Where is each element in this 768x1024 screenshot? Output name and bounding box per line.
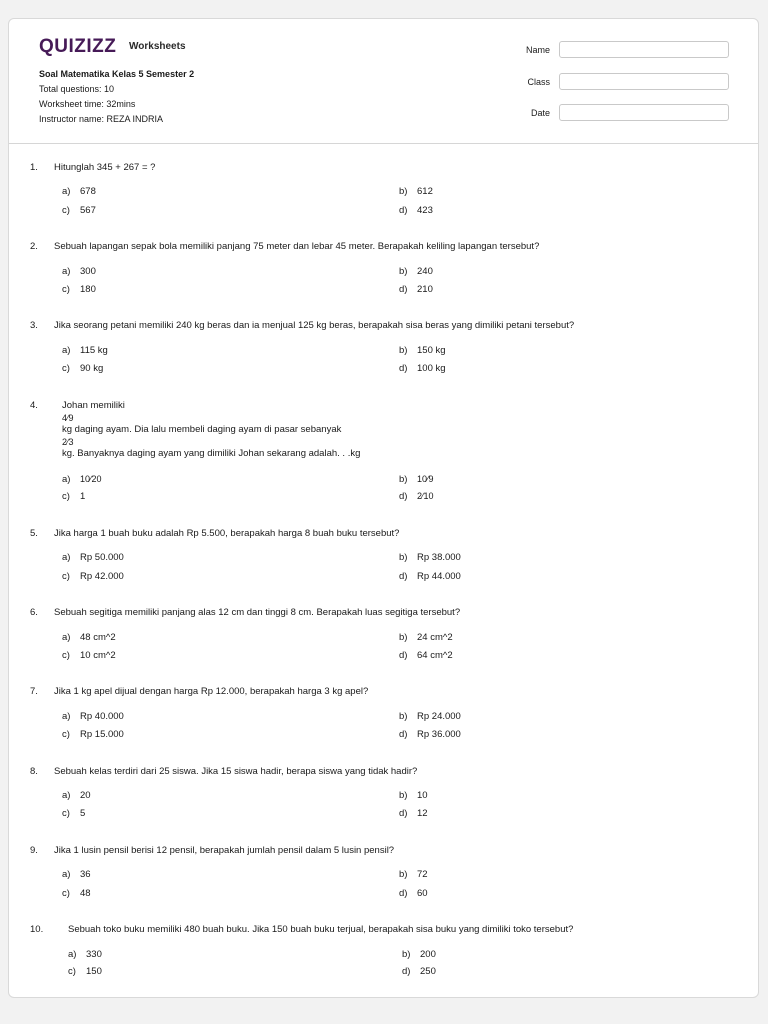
option-text: 567 [80, 205, 96, 216]
option-text: 150 kg [417, 345, 446, 356]
question-number: 4. [30, 400, 38, 411]
question-text: Jika 1 kg apel dijual dengan harga Rp 12.000, berapakah harga 3 kg apel? [54, 686, 369, 697]
option-text: 423 [417, 205, 433, 216]
option-c[interactable] [62, 284, 96, 295]
option-label: a) [68, 949, 77, 960]
option-label: b) [399, 266, 408, 277]
option-label: c) [68, 966, 76, 977]
option-label: c) [62, 571, 70, 582]
option-c[interactable] [62, 808, 85, 819]
option-c[interactable] [62, 888, 91, 899]
option-a[interactable] [62, 266, 96, 277]
option-c[interactable] [62, 363, 103, 374]
option-label: b) [399, 552, 408, 563]
worksheet-header [9, 19, 758, 144]
option-label: a) [62, 474, 71, 485]
option-text: 90 kg [80, 363, 104, 374]
option-label: b) [399, 474, 408, 485]
option-d[interactable] [399, 363, 446, 374]
option-label: b) [399, 632, 408, 643]
worksheet-time: Worksheet time: 32mins [39, 99, 136, 109]
class-label: Class [527, 77, 550, 87]
option-text: Rp 24.000 [417, 711, 461, 722]
option-label: d) [399, 888, 408, 899]
option-label: b) [399, 711, 408, 722]
option-label: a) [62, 632, 71, 643]
option-label: c) [62, 729, 70, 740]
option-text: 10⁄20 [80, 474, 102, 484]
option-label: d) [402, 966, 411, 977]
option-b[interactable] [399, 552, 461, 563]
worksheet-title: Soal Matematika Kelas 5 Semester 2 [39, 69, 195, 79]
option-text: 330 [86, 949, 102, 960]
question-text: Sebuah toko buku memiliki 480 buah buku. Jika 150 buah buku terjual, berapakah sisa buku yang dimiliki toko tersebut? [68, 924, 574, 935]
option-label: d) [399, 729, 408, 740]
option-text: Rp 40.000 [80, 711, 124, 722]
option-text: 210 [417, 284, 433, 295]
question-number: 10. [30, 924, 44, 935]
option-text: 240 [417, 266, 433, 277]
option-b[interactable] [399, 711, 461, 722]
question-text-line: kg daging ayam. Dia lalu membeli daging ayam di pasar sebanyak [62, 424, 342, 435]
option-label: b) [399, 790, 408, 801]
option-d[interactable] [399, 808, 428, 819]
question-text: Sebuah kelas terdiri dari 25 siswa. Jika 15 siswa hadir, berapa siswa yang tidak hadir? [54, 766, 418, 777]
question-number: 1. [30, 162, 38, 173]
option-d[interactable] [399, 284, 433, 295]
question-text: Sebuah segitiga memiliki panjang alas 12 cm dan tinggi 8 cm. Berapakah luas segitiga tersebut? [54, 607, 461, 618]
option-d[interactable] [402, 966, 436, 977]
option-text: 300 [80, 266, 96, 277]
option-label: b) [399, 345, 408, 356]
option-text: 200 [420, 949, 436, 960]
name-field[interactable] [559, 41, 729, 58]
option-b[interactable] [399, 632, 453, 643]
option-d[interactable] [399, 571, 461, 582]
question-text: Jika seorang petani memiliki 240 kg beras dan ia menjual 125 kg beras, berapakah sisa beras yang dimiliki petani tersebut? [54, 320, 575, 331]
option-a[interactable] [62, 186, 96, 197]
class-field[interactable] [559, 73, 729, 90]
total-questions: Total questions: 10 [39, 84, 115, 94]
option-text: 64 cm^2 [417, 650, 453, 661]
option-text: 10⁄9 [417, 474, 434, 484]
option-label: a) [62, 869, 71, 880]
option-b[interactable] [402, 949, 436, 960]
option-a[interactable] [62, 790, 91, 801]
option-label: a) [62, 186, 71, 197]
quizizz-logo: QUIZIZZ [39, 36, 117, 57]
date-label: Date [530, 108, 550, 118]
option-b[interactable] [399, 790, 428, 801]
fraction-two-thirds: 2⁄3 [62, 437, 74, 447]
option-label: b) [399, 869, 408, 880]
option-text: 72 [417, 869, 428, 880]
option-text: 100 kg [417, 363, 446, 374]
option-text: 48 cm^2 [80, 632, 116, 643]
question-text: Sebuah lapangan sepak bola memiliki panjang 75 meter dan lebar 45 meter. Berapakah keliling lapangan tersebut? [54, 241, 540, 252]
question-text-line: kg. Banyaknya daging ayam yang dimiliki Johan sekarang adalah. . .kg [62, 448, 361, 459]
option-label: c) [62, 363, 70, 374]
option-text: 20 [80, 790, 91, 801]
option-text: 10 [417, 790, 428, 801]
fraction-four-ninths: 4⁄9 [62, 413, 74, 423]
option-text: 5 [80, 808, 86, 819]
option-c[interactable] [62, 729, 124, 740]
question-text-line: Johan memiliki [62, 400, 125, 411]
option-b[interactable] [399, 266, 433, 277]
option-a[interactable] [62, 711, 124, 722]
instructor-name: Instructor name: REZA INDRIA [39, 114, 164, 124]
date-field[interactable] [559, 104, 729, 121]
option-text: 2⁄10 [417, 491, 434, 501]
option-b[interactable] [399, 345, 446, 356]
option-text: 1 [80, 491, 86, 502]
option-label: c) [62, 284, 70, 295]
option-text: 678 [80, 186, 96, 197]
option-text: Rp 36.000 [417, 729, 461, 740]
question-number: 2. [30, 241, 38, 252]
option-a[interactable] [62, 552, 124, 563]
option-a[interactable] [62, 869, 91, 880]
option-text: 612 [417, 186, 433, 197]
option-text: 36 [80, 869, 91, 880]
question-number: 3. [30, 320, 38, 331]
option-label: d) [399, 491, 408, 502]
name-label: Name [525, 45, 550, 55]
option-text: 60 [417, 888, 428, 899]
option-text: Rp 42.000 [80, 571, 124, 582]
option-a[interactable] [62, 632, 116, 643]
option-text: 180 [80, 284, 96, 295]
option-text: 250 [420, 966, 436, 977]
option-text: 24 cm^2 [417, 632, 453, 643]
option-a[interactable] [62, 345, 108, 356]
option-b[interactable] [399, 186, 433, 197]
option-c[interactable] [68, 966, 102, 977]
question-number: 7. [30, 686, 38, 697]
option-c[interactable] [62, 491, 85, 502]
question-number: 6. [30, 607, 38, 618]
option-label: b) [402, 949, 411, 960]
option-text: 10 cm^2 [80, 650, 116, 661]
option-b[interactable] [399, 474, 434, 485]
option-text: Rp 38.000 [417, 552, 461, 563]
question-number: 5. [30, 528, 38, 539]
option-label: a) [62, 790, 71, 801]
question-text: Hitunglah 345 + 267 = ? [54, 162, 156, 173]
option-text: Rp 50.000 [80, 552, 124, 563]
option-label: d) [399, 205, 408, 216]
question-text: Jika 1 lusin pensil berisi 12 pensil, berapakah jumlah pensil dalam 5 lusin pensil? [54, 845, 395, 856]
question-text: Jika harga 1 buah buku adalah Rp 5.500, berapakah harga 8 buah buku tersebut? [54, 528, 400, 539]
option-text: Rp 15.000 [80, 729, 124, 740]
option-c[interactable] [62, 650, 116, 661]
option-label: d) [399, 363, 408, 374]
option-b[interactable] [399, 869, 428, 880]
option-label: c) [62, 650, 70, 661]
option-label: c) [62, 888, 70, 899]
question-number: 9. [30, 845, 38, 856]
option-c[interactable] [62, 205, 96, 216]
option-label: d) [399, 571, 408, 582]
option-label: c) [62, 205, 70, 216]
option-label: d) [399, 650, 408, 661]
option-text: 48 [80, 888, 91, 899]
option-d[interactable] [399, 491, 434, 502]
option-label: a) [62, 266, 71, 277]
option-label: a) [62, 345, 71, 356]
option-a[interactable] [68, 949, 102, 960]
question-number: 8. [30, 766, 38, 777]
option-label: a) [62, 711, 71, 722]
option-text: 115 kg [80, 345, 108, 356]
option-label: d) [399, 284, 408, 295]
option-text: Rp 44.000 [417, 571, 461, 582]
option-text: 12 [417, 808, 428, 819]
option-label: a) [62, 552, 71, 563]
option-a[interactable] [62, 474, 102, 485]
logo-subtitle: Worksheets [129, 41, 186, 52]
option-d[interactable] [399, 205, 433, 216]
option-label: c) [62, 808, 70, 819]
option-label: b) [399, 186, 408, 197]
option-d[interactable] [399, 729, 461, 740]
option-d[interactable] [399, 650, 453, 661]
option-d[interactable] [399, 888, 428, 899]
option-text: 150 [86, 966, 102, 977]
option-label: d) [399, 808, 408, 819]
option-c[interactable] [62, 571, 124, 582]
option-label: c) [62, 491, 70, 502]
